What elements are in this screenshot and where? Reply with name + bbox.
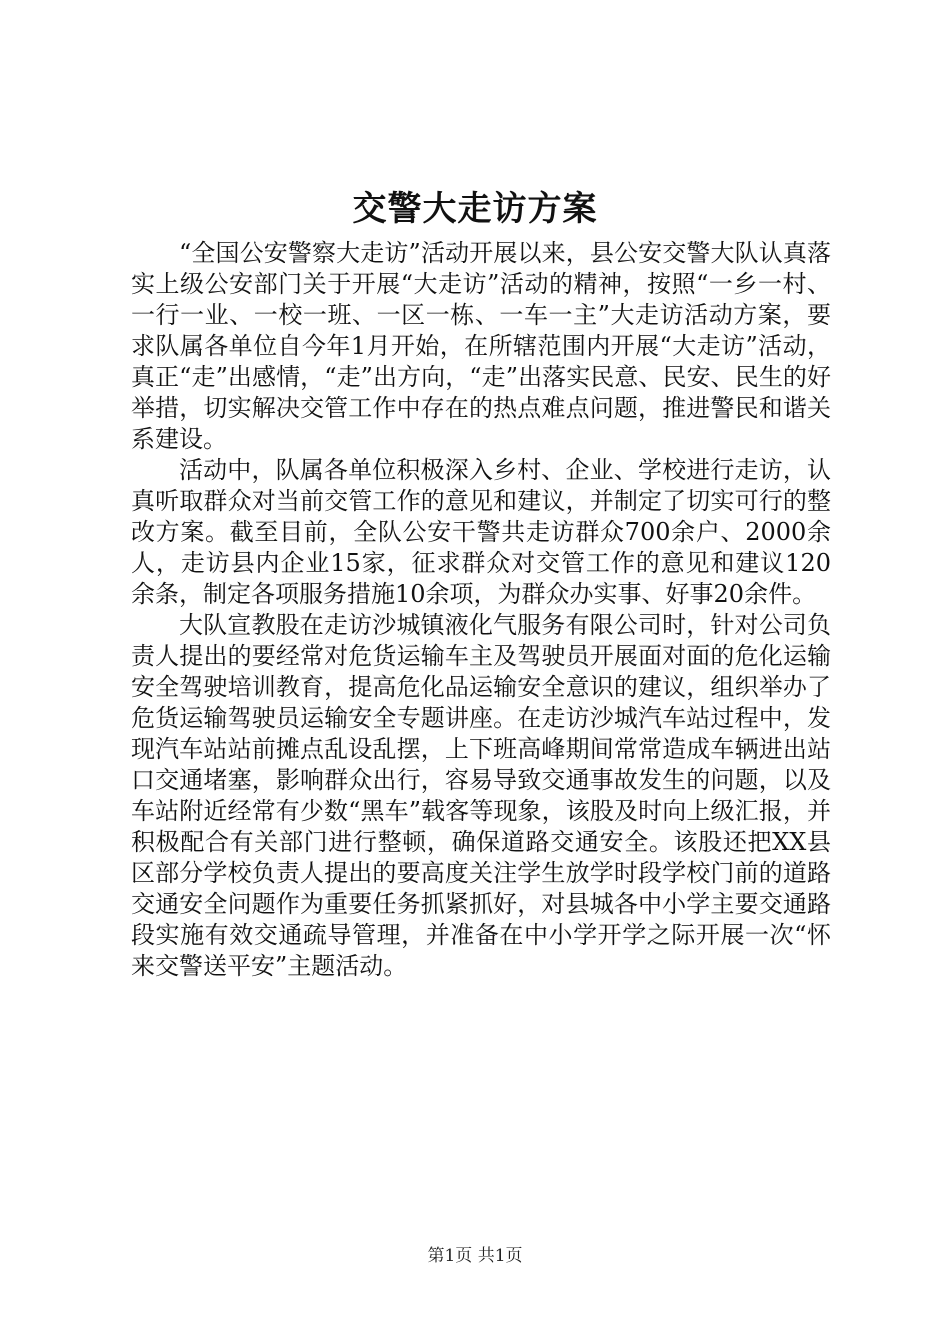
page-footer: 第1页 共1页: [427, 1246, 523, 1266]
paragraph-2: 活动中，队属各单位积极深入乡村、企业、学校进行走访，认真听取群众对当前交管工作的意见和建议，并制定了切实可行的整改方案。截至目前，全队公安干警共走访群众700余户、2000余人，走访县内企业15家，征求群众对交管工作的意见和建议120余条，制定各项服务措施10余项，为群众办实事、好事20余件。: [131, 456, 831, 608]
paragraph-1: “全国公安警察大走访”活动开展以来，县公安交警大队认真落实上级公安部门关于开展“大走访”活动的精神，按照“一乡一村、一行一业、一校一班、一区一栋、一车一主”大走访活动方案，要求队属各单位自今年1月开始，在所辖范围内开展“大走访”活动，真正“走”出感情，“走”出方向，“走”出落实民意、民安、民生的好举措，切实解决交管工作中存在的热点难点问题，推进警民和谐关系建设。: [131, 239, 831, 453]
document-body: [131, 238, 831, 982]
paragraph-3: 大队宣教股在走访沙城镇液化气服务有限公司时，针对公司负责人提出的要经常对危货运输车主及驾驶员开展面对面的危化运输安全驾驶培训教育，提高危化品运输安全意识的建议，组织举办了危货运输驾驶员运输安全专题讲座。在走访沙城汽车站过程中，发现汽车站站前摊点乱设乱摆，上下班高峰期间常常造成车辆进出站口交通堵塞，影响群众出行，容易导致交通事故发生的问题，以及车站附近经常有少数“黑车”载客等现象，该股及时向上级汇报，并积极配合有关部门进行整顿，确保道路交通安全。该股还把XX县区部分学校负责人提出的要高度关注学生放学时段学校门前的道路交通安全问题作为重要任务抓紧抓好，对县城各中小学主要交通路段实施有效交通疏导管理，并准备在中小学开学之际开展一次“怀来交警送平安”主题活动。: [131, 611, 831, 980]
document-title: 交警大走访方案: [352, 189, 598, 229]
